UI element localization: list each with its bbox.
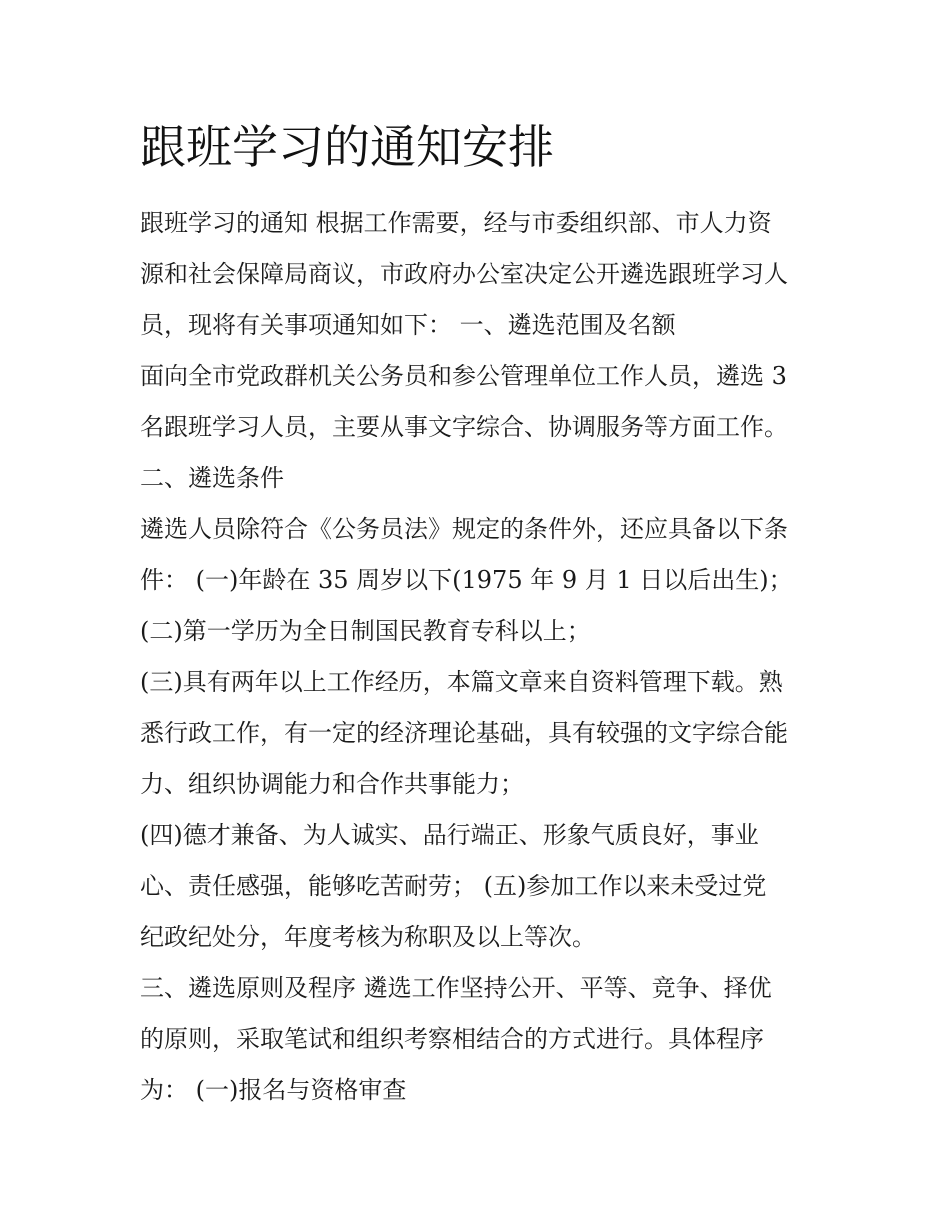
document-body [140, 198, 820, 1116]
body-line: 三、遴选原则及程序 遴选工作坚持公开、平等、竞争、择优 [140, 974, 772, 1002]
body-line: 件： (一)年龄在 35 周岁以下(1975 年 9 月 1 日以后出生)； [140, 566, 793, 594]
document-title: 跟班学习的通知安排 [140, 120, 554, 174]
body-line: 悉行政工作，有一定的经济理论基础，具有较强的文字综合能 [140, 719, 788, 747]
section-heading: 二、遴选条件 [140, 464, 284, 492]
body-line: (三)具有两年以上工作经历，本篇文章来自资料管理下载。熟 [140, 668, 783, 696]
body-line: 跟班学习的通知 根据工作需要，经与市委组织部、市人力资 [140, 209, 772, 237]
body-line: 名跟班学习人员，主要从事文字综合、协调服务等方面工作。 [140, 413, 788, 441]
body-line: 纪政纪处分，年度考核为称职及以上等次。 [140, 923, 596, 951]
body-line: 心、责任感强，能够吃苦耐劳； (五)参加工作以来未受过党 [140, 872, 767, 900]
body-line: 遴选人员除符合《公务员法》规定的条件外，还应具备以下条 [140, 515, 788, 543]
body-line: 力、组织协调能力和合作共事能力； [140, 770, 524, 798]
body-line: 源和社会保障局商议，市政府办公室决定公开遴选跟班学习人 [140, 260, 788, 288]
body-line: 的原则，采取笔试和组织考察相结合的方式进行。具体程序 [140, 1025, 764, 1053]
body-line: 面向全市党政群机关公务员和参公管理单位工作人员，遴选 3 [140, 362, 787, 390]
body-line: 员，现将有关事项通知如下： 一、遴选范围及名额 [140, 311, 676, 339]
body-line: 为： (一)报名与资格审查 [140, 1076, 407, 1104]
body-line: (二)第一学历为全日制国民教育专科以上； [140, 617, 591, 645]
body-line: (四)德才兼备、为人诚实、品行端正、形象气质良好，事业 [140, 821, 759, 849]
